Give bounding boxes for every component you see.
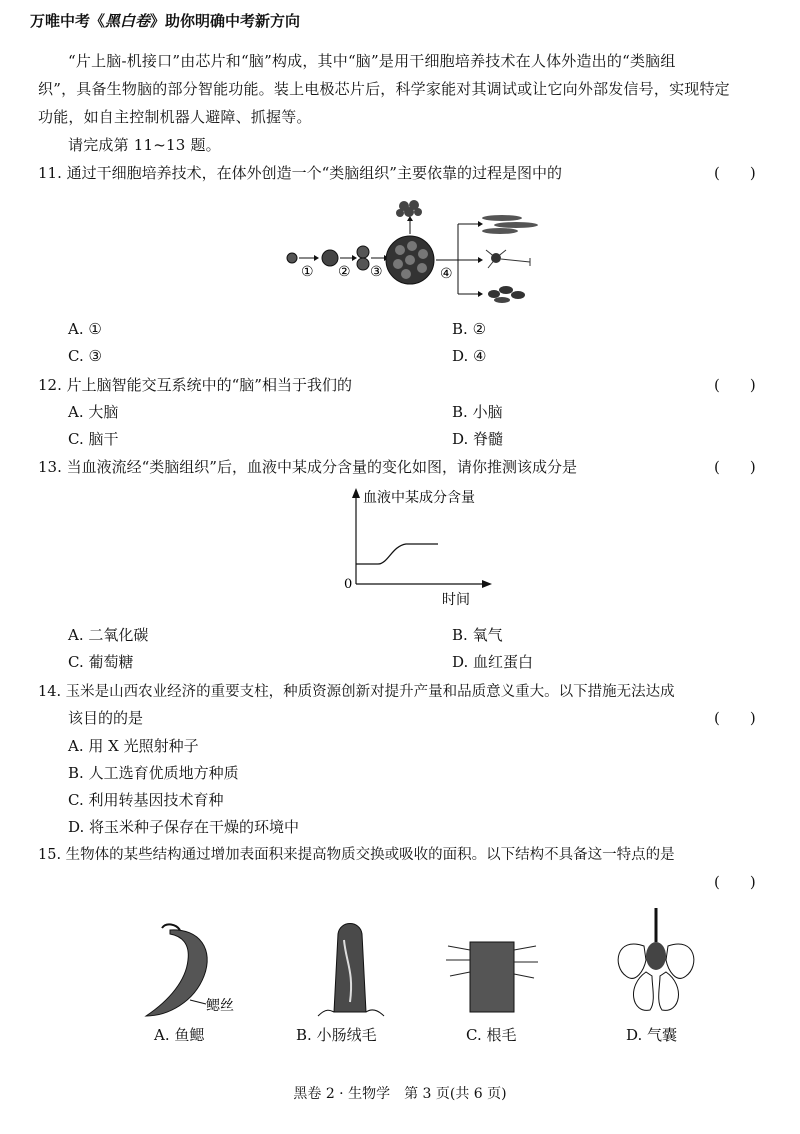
q11-option-b: B. ② xyxy=(452,320,487,338)
fig-mark-2: ② xyxy=(338,264,351,280)
gill-pointer xyxy=(190,1000,206,1004)
cell-4b xyxy=(357,258,369,270)
intro-line-2: 织”，具备生物脑的部分智能功能。装上电极芯片后，科学家能对其调试或让它向外部发信号，实现特定 xyxy=(38,80,730,98)
q12-answer-paren: ( ) xyxy=(714,376,756,394)
fig-mark-4: ④ xyxy=(440,266,453,282)
q13-option-d: D. 血红蛋白 xyxy=(452,653,534,671)
q15-option-c: C. 根毛 xyxy=(466,1026,517,1044)
root-hair-figure xyxy=(442,936,542,1020)
lung xyxy=(646,942,666,970)
q14-option-b: B. 人工选育优质地方种质 xyxy=(68,764,239,782)
q13-text: 当血液流经“类脑组织”后，血液中某成分含量的变化如图，请你推测该成分是 xyxy=(66,458,577,476)
graph-curve xyxy=(356,544,438,564)
air-sac-figure xyxy=(606,906,706,1020)
q14-number: 14. xyxy=(38,684,62,700)
question-15 xyxy=(38,843,675,864)
question-14 xyxy=(38,680,675,701)
q13-option-b: B. 氧气 xyxy=(452,626,503,644)
q12-text: 片上脑智能交互系统中的“脑”相当于我们的 xyxy=(66,376,352,394)
header-suffix: 》助你明确中考新方向 xyxy=(150,12,301,30)
q15-option-d: D. 气囊 xyxy=(626,1026,678,1044)
q12-option-d: D. 脊髓 xyxy=(452,430,504,448)
q14-option-d: D. 将玉米种子保存在干燥的环境中 xyxy=(68,818,300,836)
root-body xyxy=(470,942,514,1012)
intro-instruction: 请完成第 11~13 题。 xyxy=(68,136,221,154)
q15-number: 15. xyxy=(38,847,62,863)
q14-option-a: A. 用 X 光照射种子 xyxy=(68,737,199,755)
header-brand: 黑白卷 xyxy=(105,12,151,30)
neuron xyxy=(486,250,530,268)
q14-answer-paren: ( ) xyxy=(714,709,756,727)
q13-number: 13. xyxy=(38,458,62,476)
connective-tissue xyxy=(488,286,525,303)
cell-clump-top xyxy=(396,200,422,217)
q11-answer-paren: ( ) xyxy=(714,164,756,182)
graph-ylabel: 血液中某成分含量 xyxy=(363,490,475,506)
intro-line-1: “片上脑-机接口”由芯片和“脑”构成，其中“脑”是用干细胞培养技术在人体外造出的“类脑组 xyxy=(68,52,676,70)
fig-mark-3: ③ xyxy=(370,264,383,280)
q13-option-c: C. 葡萄糖 xyxy=(68,653,134,671)
q15-text: 生物体的某些结构通过增加表面积来提高物质交换或吸收的面积。以下结构不具备这一特点的是 xyxy=(65,847,675,863)
gill-shape xyxy=(146,930,207,1016)
cell-2 xyxy=(322,250,338,266)
muscle-tissue xyxy=(482,215,538,234)
zygote-cell xyxy=(287,253,297,263)
q11-option-c: C. ③ xyxy=(68,347,102,365)
intro-line-3: 功能，如自主控制机器人避障、抓握等。 xyxy=(38,108,312,126)
cell-4a xyxy=(357,246,369,258)
fig-mark-1: ① xyxy=(301,264,314,280)
question-11 xyxy=(38,162,562,183)
graph-xlabel: 时间 xyxy=(442,592,470,608)
q12-option-b: B. 小脑 xyxy=(452,403,503,421)
q12-option-c: C. 脑干 xyxy=(68,430,119,448)
q12-option-a: A. 大脑 xyxy=(68,403,119,421)
q13-option-a: A. 二氧化碳 xyxy=(68,626,149,644)
header-prefix: 万唯中考《 xyxy=(30,12,106,30)
q14-option-c: C. 利用转基因技术育种 xyxy=(68,791,224,809)
q12-number: 12. xyxy=(38,376,62,394)
question-12 xyxy=(38,374,352,395)
q14-text-line2: 该目的的是 xyxy=(68,709,144,727)
q15-option-b: B. 小肠绒毛 xyxy=(296,1026,377,1044)
intestinal-villus-figure xyxy=(316,912,386,1020)
q13-content-graph xyxy=(336,484,496,614)
q11-cell-differentiation-figure xyxy=(280,196,540,308)
cell-cluster xyxy=(386,236,434,284)
q14-text-line1: 玉米是山西农业经济的重要支柱，种质资源创新对提升产量和品质意义重大。以下措施无法达成 xyxy=(65,684,675,700)
page-header xyxy=(30,10,300,31)
q15-answer-paren: ( ) xyxy=(714,873,756,891)
q11-option-a: A. ① xyxy=(68,320,102,338)
graph-origin: 0 xyxy=(344,577,353,592)
q11-number: 11. xyxy=(38,164,62,182)
fish-gill-figure xyxy=(140,920,260,1020)
q13-answer-paren: ( ) xyxy=(714,458,756,476)
q11-text: 通过干细胞培养技术，在体外创造一个“类脑组织”主要依靠的过程是图中的 xyxy=(66,164,562,182)
gill-label: 鳃丝 xyxy=(206,998,234,1014)
q11-option-d: D. ④ xyxy=(452,347,487,365)
q15-option-a: A. 鱼鳃 xyxy=(154,1026,205,1044)
question-13 xyxy=(38,456,577,477)
page-footer: 黑卷 2 · 生物学 第 3 页(共 6 页) xyxy=(293,1086,507,1102)
